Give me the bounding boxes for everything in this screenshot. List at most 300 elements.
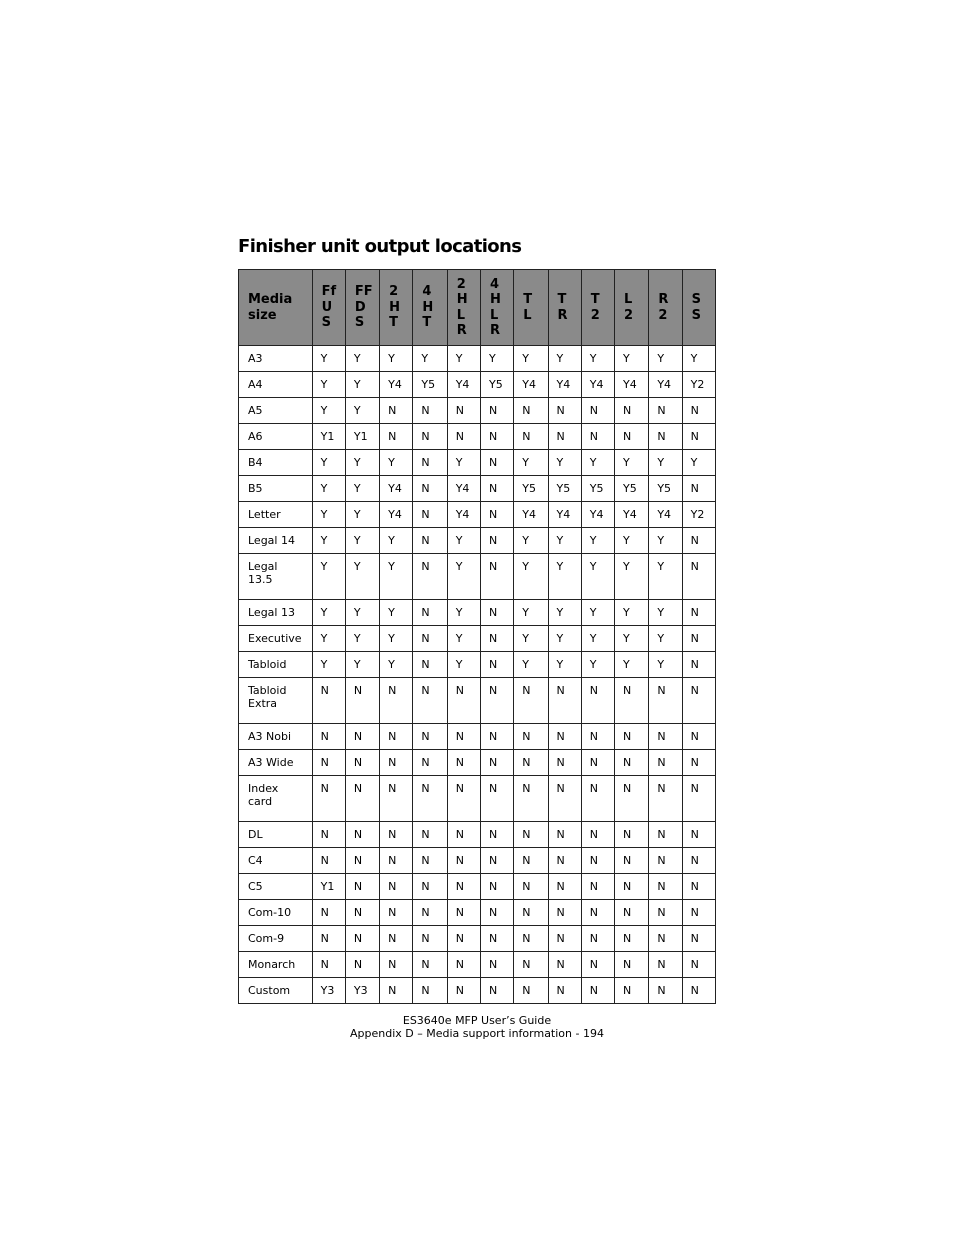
location-cell: N <box>548 678 581 724</box>
location-cell: Y <box>581 626 614 652</box>
location-cell: N <box>649 724 682 750</box>
media-size-cell: Index card <box>239 776 313 822</box>
location-cell: Y <box>312 626 345 652</box>
location-cell: N <box>581 424 614 450</box>
location-cell: N <box>413 978 447 1004</box>
location-cell: Y <box>345 398 379 424</box>
location-cell: N <box>447 848 480 874</box>
location-cell: N <box>649 398 682 424</box>
location-cell: N <box>312 848 345 874</box>
location-cell: Y <box>312 502 345 528</box>
location-cell: N <box>548 926 581 952</box>
location-cell: N <box>447 678 480 724</box>
header-label: FF D S <box>354 284 373 331</box>
location-cell: Y1 <box>345 424 379 450</box>
location-cell: Y <box>380 346 413 372</box>
table-row <box>239 822 716 848</box>
location-cell: N <box>312 724 345 750</box>
location-cell: N <box>480 678 513 724</box>
location-cell: N <box>312 678 345 724</box>
location-cell: Y <box>581 346 614 372</box>
location-cell: N <box>682 398 715 424</box>
location-cell: N <box>345 900 379 926</box>
location-cell: N <box>548 952 581 978</box>
media-size-cell: Legal 13 <box>239 600 313 626</box>
table-body <box>239 346 716 1004</box>
location-cell: Y <box>447 652 480 678</box>
location-cell: N <box>345 822 379 848</box>
location-cell: Y <box>380 554 413 600</box>
location-cell: N <box>447 822 480 848</box>
table-row <box>239 554 716 600</box>
location-cell: Y <box>649 652 682 678</box>
table-row <box>239 398 716 424</box>
media-size-cell: DL <box>239 822 313 848</box>
header-label: T 2 <box>590 292 600 323</box>
location-cell: Y <box>312 372 345 398</box>
table-row <box>239 874 716 900</box>
location-cell: Y <box>581 652 614 678</box>
location-cell: N <box>682 424 715 450</box>
media-size-cell: A3 Nobi <box>239 724 313 750</box>
location-cell: Y4 <box>581 502 614 528</box>
location-cell: Y5 <box>581 476 614 502</box>
table-row <box>239 424 716 450</box>
location-cell: N <box>413 424 447 450</box>
location-cell: N <box>682 874 715 900</box>
location-cell: Y <box>548 626 581 652</box>
location-cell: N <box>514 724 548 750</box>
header-label: S S <box>691 292 701 323</box>
location-cell: Y <box>548 346 581 372</box>
media-size-cell: Letter <box>239 502 313 528</box>
media-size-cell: Custom <box>239 978 313 1004</box>
location-cell: N <box>345 926 379 952</box>
location-cell: N <box>413 476 447 502</box>
location-cell: N <box>345 848 379 874</box>
location-cell: N <box>345 874 379 900</box>
location-cell: N <box>413 874 447 900</box>
location-cell: N <box>480 502 513 528</box>
location-cell: N <box>581 900 614 926</box>
location-cell: Y <box>447 554 480 600</box>
location-cell: Y2 <box>682 372 715 398</box>
location-cell: Y4 <box>649 502 682 528</box>
header-column <box>447 270 480 346</box>
location-cell: N <box>548 874 581 900</box>
location-cell: N <box>312 952 345 978</box>
location-cell: Y <box>380 652 413 678</box>
media-size-cell: Legal 13.5 <box>239 554 313 600</box>
location-cell: Y <box>615 528 649 554</box>
header-label: T R <box>557 292 568 323</box>
header-label: 4 H T <box>422 284 434 331</box>
location-cell: Y4 <box>615 372 649 398</box>
location-cell: Y <box>615 626 649 652</box>
location-cell: N <box>380 398 413 424</box>
location-cell: N <box>514 776 548 822</box>
location-cell: Y <box>615 346 649 372</box>
header-row <box>239 270 716 346</box>
location-cell: N <box>480 724 513 750</box>
location-cell: N <box>380 978 413 1004</box>
location-cell: Y <box>447 346 480 372</box>
location-cell: N <box>615 900 649 926</box>
location-cell: N <box>413 626 447 652</box>
location-cell: Y <box>649 554 682 600</box>
location-cell: N <box>649 952 682 978</box>
header-label: Ff U S <box>321 284 337 331</box>
location-cell: N <box>345 750 379 776</box>
location-cell: N <box>682 926 715 952</box>
location-cell: N <box>514 900 548 926</box>
location-cell: N <box>682 724 715 750</box>
location-cell: Y1 <box>312 424 345 450</box>
location-cell: N <box>380 874 413 900</box>
table-row <box>239 600 716 626</box>
location-cell: N <box>649 776 682 822</box>
table-row <box>239 978 716 1004</box>
table-row <box>239 848 716 874</box>
location-cell: Y <box>345 372 379 398</box>
location-cell: N <box>413 750 447 776</box>
location-cell: Y <box>581 600 614 626</box>
table-row <box>239 678 716 724</box>
location-cell: N <box>649 822 682 848</box>
location-cell: Y4 <box>649 372 682 398</box>
table-row <box>239 476 716 502</box>
location-cell: Y <box>514 652 548 678</box>
location-cell: N <box>380 678 413 724</box>
table-row <box>239 750 716 776</box>
location-cell: Y4 <box>447 476 480 502</box>
location-cell: N <box>480 822 513 848</box>
location-cell: Y <box>548 600 581 626</box>
location-cell: N <box>682 554 715 600</box>
location-cell: Y4 <box>548 502 581 528</box>
location-cell: N <box>649 978 682 1004</box>
location-cell: N <box>413 900 447 926</box>
location-cell: N <box>615 978 649 1004</box>
media-size-cell: B4 <box>239 450 313 476</box>
location-cell: Y2 <box>682 502 715 528</box>
location-cell: Y <box>514 346 548 372</box>
table-row <box>239 652 716 678</box>
location-cell: N <box>649 848 682 874</box>
location-cell: Y5 <box>514 476 548 502</box>
location-cell: N <box>447 750 480 776</box>
location-cell: N <box>581 724 614 750</box>
page-title: Finisher unit output locations <box>238 236 522 257</box>
location-cell: N <box>649 926 682 952</box>
location-cell: Y <box>480 346 513 372</box>
location-cell: Y <box>581 450 614 476</box>
location-cell: Y <box>514 528 548 554</box>
location-cell: Y <box>312 554 345 600</box>
table-row <box>239 450 716 476</box>
header-column <box>380 270 413 346</box>
location-cell: N <box>447 874 480 900</box>
location-cell: Y <box>514 600 548 626</box>
location-cell: N <box>480 424 513 450</box>
location-cell: Y4 <box>514 372 548 398</box>
location-cell: N <box>548 822 581 848</box>
header-column <box>548 270 581 346</box>
location-cell: N <box>548 750 581 776</box>
location-cell: N <box>682 652 715 678</box>
location-cell: N <box>345 952 379 978</box>
location-cell: N <box>514 822 548 848</box>
location-cell: Y <box>380 626 413 652</box>
location-cell: N <box>581 874 614 900</box>
location-cell: N <box>649 678 682 724</box>
location-cell: N <box>615 424 649 450</box>
location-cell: Y <box>447 528 480 554</box>
location-cell: Y5 <box>480 372 513 398</box>
location-cell: N <box>649 900 682 926</box>
table-row <box>239 776 716 822</box>
media-size-cell: Legal 14 <box>239 528 313 554</box>
location-cell: N <box>380 724 413 750</box>
media-size-cell: C5 <box>239 874 313 900</box>
location-cell: Y <box>514 626 548 652</box>
media-size-cell: Executive <box>239 626 313 652</box>
location-cell: N <box>447 952 480 978</box>
location-cell: N <box>480 554 513 600</box>
location-cell: N <box>649 750 682 776</box>
location-cell: Y4 <box>548 372 581 398</box>
footer-page-info: Appendix D – Media support information - 194 <box>350 1027 604 1040</box>
location-cell: N <box>682 476 715 502</box>
location-cell: N <box>514 424 548 450</box>
location-cell: Y <box>447 600 480 626</box>
header-media-size <box>239 270 313 346</box>
location-cell: N <box>581 398 614 424</box>
location-cell: Y <box>548 554 581 600</box>
location-cell: N <box>548 848 581 874</box>
location-cell: N <box>447 926 480 952</box>
location-cell: N <box>581 678 614 724</box>
location-cell: Y <box>380 528 413 554</box>
location-cell: N <box>480 952 513 978</box>
location-cell: Y4 <box>447 502 480 528</box>
location-cell: N <box>480 652 513 678</box>
location-cell: N <box>345 724 379 750</box>
header-column <box>480 270 513 346</box>
media-size-cell: A3 <box>239 346 313 372</box>
location-cell: N <box>480 528 513 554</box>
location-cell: N <box>480 900 513 926</box>
location-cell: Y <box>514 450 548 476</box>
location-cell: N <box>480 926 513 952</box>
table-row <box>239 502 716 528</box>
location-cell: Y4 <box>615 502 649 528</box>
table-row <box>239 724 716 750</box>
location-cell: N <box>447 724 480 750</box>
location-cell: N <box>649 874 682 900</box>
location-cell: N <box>615 952 649 978</box>
location-cell: Y <box>345 554 379 600</box>
location-cell: N <box>548 398 581 424</box>
header-column <box>345 270 379 346</box>
header-label: 2 H T <box>389 284 401 331</box>
location-cell: Y4 <box>514 502 548 528</box>
location-cell: Y5 <box>615 476 649 502</box>
location-cell: Y <box>312 528 345 554</box>
location-cell: N <box>413 952 447 978</box>
location-cell: Y <box>345 502 379 528</box>
media-size-cell: C4 <box>239 848 313 874</box>
location-cell: N <box>480 776 513 822</box>
location-cell: N <box>480 874 513 900</box>
media-size-cell: Tabloid <box>239 652 313 678</box>
location-cell: Y <box>345 528 379 554</box>
header-column <box>581 270 614 346</box>
location-cell: N <box>447 900 480 926</box>
location-cell: N <box>615 776 649 822</box>
location-cell: N <box>682 528 715 554</box>
location-cell: N <box>413 822 447 848</box>
location-cell: N <box>682 678 715 724</box>
location-cell: N <box>581 776 614 822</box>
location-cell: N <box>581 926 614 952</box>
location-cell: N <box>380 926 413 952</box>
location-cell: N <box>514 874 548 900</box>
location-cell: N <box>615 848 649 874</box>
location-cell: N <box>615 750 649 776</box>
location-cell: Y <box>649 626 682 652</box>
table-row <box>239 900 716 926</box>
location-cell: Y <box>615 450 649 476</box>
location-cell: Y <box>380 450 413 476</box>
location-cell: Y4 <box>380 476 413 502</box>
location-cell: Y <box>312 652 345 678</box>
location-cell: N <box>380 424 413 450</box>
location-cell: Y <box>649 600 682 626</box>
location-cell: N <box>380 848 413 874</box>
location-cell: N <box>380 900 413 926</box>
location-cell: N <box>514 978 548 1004</box>
location-cell: N <box>413 652 447 678</box>
location-cell: N <box>413 776 447 822</box>
location-cell: N <box>480 978 513 1004</box>
location-cell: Y4 <box>380 372 413 398</box>
location-cell: Y <box>615 554 649 600</box>
location-cell: N <box>615 398 649 424</box>
location-cell: N <box>312 776 345 822</box>
footer-guide-title: ES3640e MFP User’s Guide <box>402 1014 552 1027</box>
location-cell: N <box>615 926 649 952</box>
location-cell: Y <box>615 652 649 678</box>
location-cell: N <box>447 776 480 822</box>
header-label: T L <box>523 292 533 323</box>
location-cell: N <box>312 900 345 926</box>
location-cell: N <box>682 952 715 978</box>
media-size-cell: Com-10 <box>239 900 313 926</box>
location-cell: N <box>413 502 447 528</box>
location-cell: Y5 <box>649 476 682 502</box>
location-cell: N <box>480 476 513 502</box>
location-cell: N <box>514 398 548 424</box>
location-cell: Y <box>345 346 379 372</box>
location-cell: N <box>480 750 513 776</box>
media-size-cell: Com-9 <box>239 926 313 952</box>
location-cell: Y <box>548 652 581 678</box>
location-cell: Y <box>312 600 345 626</box>
location-cell: Y <box>312 476 345 502</box>
location-cell: N <box>615 678 649 724</box>
location-cell: Y <box>312 450 345 476</box>
media-size-cell: A3 Wide <box>239 750 313 776</box>
location-cell: Y3 <box>345 978 379 1004</box>
table-row <box>239 952 716 978</box>
location-cell: Y <box>312 398 345 424</box>
location-cell: N <box>413 450 447 476</box>
media-size-cell: A6 <box>239 424 313 450</box>
header-label: R 2 <box>658 292 669 323</box>
location-cell: N <box>682 900 715 926</box>
location-cell: N <box>548 424 581 450</box>
location-cell: Y <box>581 528 614 554</box>
media-size-cell: A5 <box>239 398 313 424</box>
location-cell: N <box>447 398 480 424</box>
location-cell: Y <box>514 554 548 600</box>
location-cell: N <box>514 848 548 874</box>
location-cell: Y <box>548 528 581 554</box>
location-cell: Y <box>380 600 413 626</box>
location-cell: N <box>682 600 715 626</box>
location-cell: N <box>447 424 480 450</box>
location-cell: N <box>514 678 548 724</box>
location-cell: Y <box>649 346 682 372</box>
location-cell: N <box>548 776 581 822</box>
location-cell: N <box>682 750 715 776</box>
media-size-cell: A4 <box>239 372 313 398</box>
output-locations-table <box>238 269 716 1004</box>
media-size-cell: Tabloid Extra <box>239 678 313 724</box>
location-cell: N <box>312 926 345 952</box>
location-cell: N <box>615 874 649 900</box>
location-cell: N <box>615 822 649 848</box>
location-cell: Y5 <box>548 476 581 502</box>
media-size-cell: Monarch <box>239 952 313 978</box>
page-footer <box>0 1014 954 1040</box>
location-cell: N <box>581 978 614 1004</box>
location-cell: Y <box>649 528 682 554</box>
location-cell: N <box>615 724 649 750</box>
location-cell: N <box>480 398 513 424</box>
location-cell: N <box>581 952 614 978</box>
location-cell: N <box>413 724 447 750</box>
location-cell: Y <box>682 346 715 372</box>
location-cell: N <box>380 776 413 822</box>
location-cell: Y <box>345 600 379 626</box>
location-cell: N <box>514 952 548 978</box>
location-cell: Y <box>447 450 480 476</box>
header-label: L 2 <box>624 292 634 323</box>
location-cell: Y <box>649 450 682 476</box>
location-cell: N <box>514 926 548 952</box>
location-cell: N <box>312 750 345 776</box>
location-cell: Y <box>345 450 379 476</box>
location-cell: Y4 <box>380 502 413 528</box>
location-cell: N <box>548 900 581 926</box>
location-cell: N <box>413 678 447 724</box>
table-row <box>239 528 716 554</box>
location-cell: Y <box>345 652 379 678</box>
location-cell: Y <box>682 450 715 476</box>
location-cell: N <box>345 678 379 724</box>
